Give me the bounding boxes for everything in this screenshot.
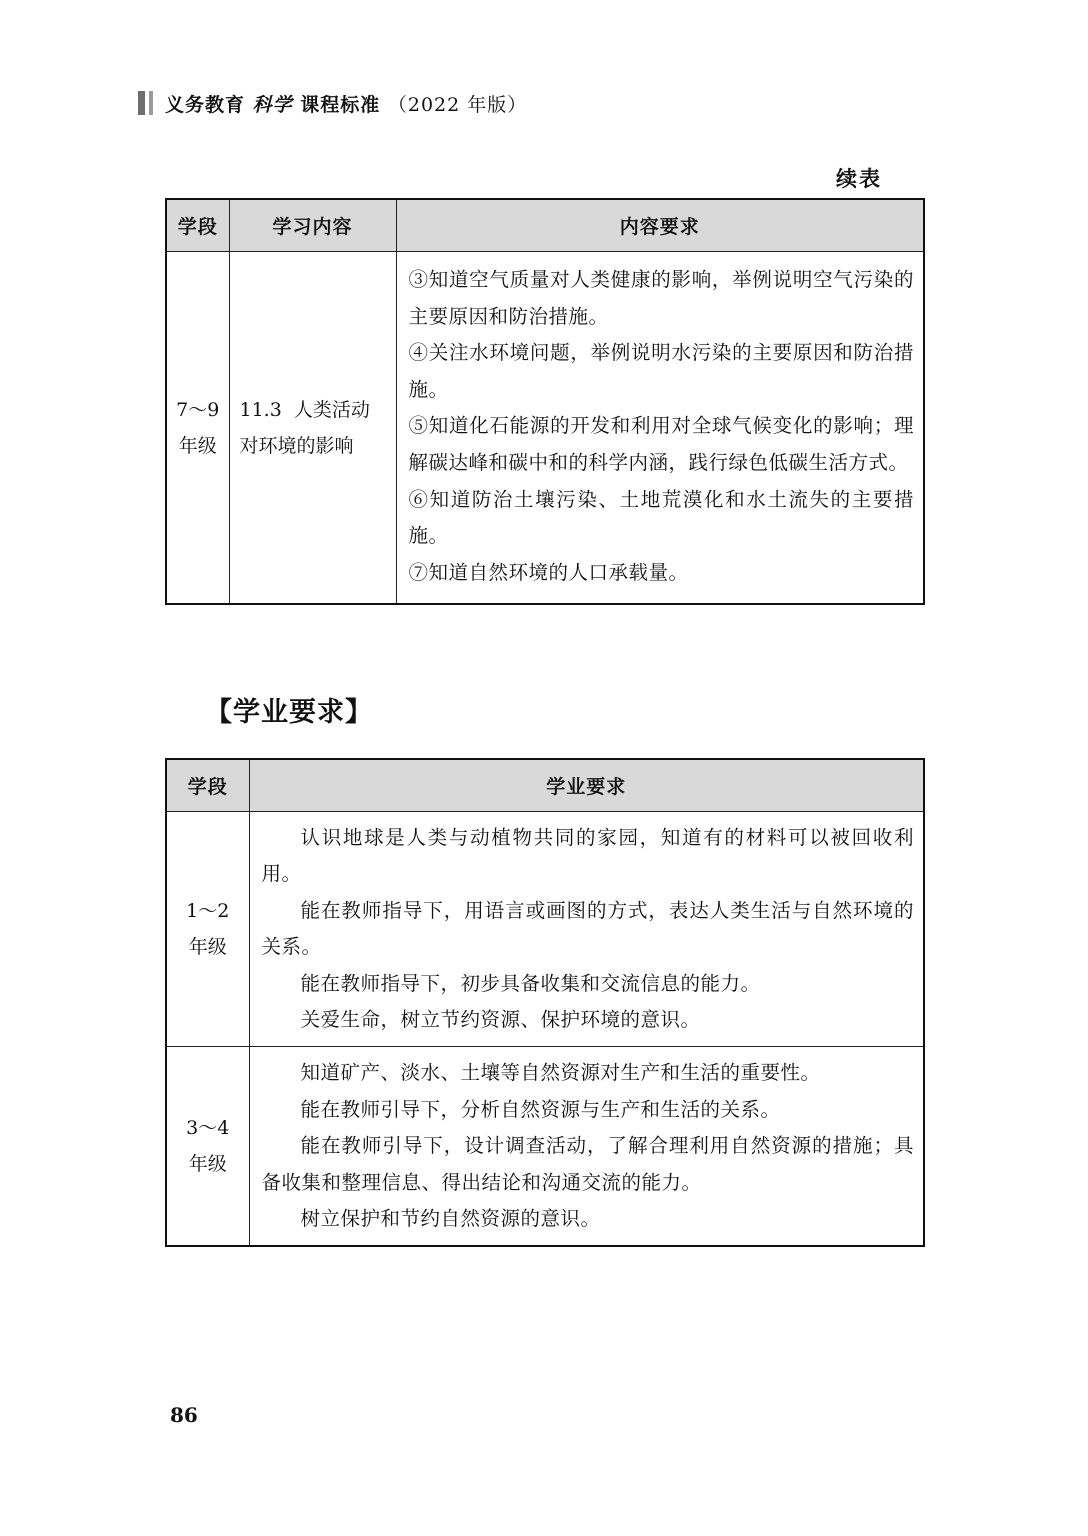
requirement-paragraph: 能在教师指导下，初步具备收集和交流信息的能力。 — [300, 971, 761, 995]
content-line-1: 11.3 人类活动 — [239, 398, 370, 421]
page-number: 86 — [170, 1403, 198, 1427]
stage-cell — [166, 812, 249, 1047]
requirement-paragraph: 能在教师引导下，分析自然资源与生产和生活的关系。 — [300, 1097, 781, 1121]
table-header-row — [166, 759, 924, 812]
requirements-cell — [396, 252, 924, 605]
requirement-item: ⑤知道化石能源的开发和利用对全球气候变化的影响；理解碳达峰和碳中和的科学内涵，践行绿色低碳生活方式。 — [408, 414, 914, 474]
header-stage: 学段 — [166, 759, 249, 812]
requirement-paragraph: 关爱生命，树立节约资源、保护环境的意识。 — [300, 1008, 701, 1032]
header-part-3: 课程标准 — [292, 93, 388, 116]
stage-line-2: 年级 — [188, 1153, 227, 1176]
header-part-1: 义务教育 — [165, 93, 253, 116]
requirement-item: ⑥知道防治土壤污染、土地荒漠化和水土流失的主要措施。 — [408, 487, 914, 548]
requirement-item: ⑦知道自然环境的人口承载量。 — [408, 560, 689, 584]
header-title — [165, 90, 527, 117]
requirement-item: ③知道空气质量对人类健康的影响，举例说明空气污染的主要原因和防治措施。 — [408, 268, 914, 328]
stage-line-1: 1～2 — [186, 900, 230, 923]
header-part-2: 科学 — [252, 93, 293, 116]
continuation-label: 续表 — [836, 167, 882, 191]
requirement-paragraph: 能在教师指导下，用语言或画图的方式，表达人类生活与自然环境的关系。 — [261, 898, 914, 959]
learning-content-cell — [229, 252, 396, 605]
table-row — [166, 812, 924, 1047]
requirements-cell — [249, 812, 924, 1047]
table-row — [166, 1047, 924, 1247]
requirement-paragraph: 树立保护和节约自然资源的意识。 — [300, 1207, 601, 1231]
table-row — [166, 252, 924, 605]
stage-cell — [166, 252, 229, 605]
content-line-2: 对环境的影响 — [239, 434, 354, 457]
stage-line-2: 年级 — [188, 936, 227, 959]
stage-line-1: 3～4 — [186, 1117, 230, 1140]
stage-line-1: 7～9 — [176, 398, 220, 421]
running-header — [138, 88, 527, 118]
requirement-paragraph: 认识地球是人类与动植物共同的家园，知道有的材料可以被回收利用。 — [261, 826, 914, 886]
section-title: 【学业要求】 — [205, 697, 373, 728]
stage-cell — [166, 1047, 249, 1247]
requirement-paragraph: 能在教师引导下，设计调查活动，了解合理利用自然资源的措施；具备收集和整理信息、得出结论和沟通交流的能力。 — [261, 1134, 914, 1194]
header-learning-content: 学习内容 — [229, 199, 396, 252]
requirement-paragraph: 知道矿产、淡水、土壤等自然资源对生产和生活的重要性。 — [300, 1061, 821, 1085]
header-bar-marks — [138, 91, 153, 115]
stage-line-2: 年级 — [178, 434, 217, 457]
requirement-item: ④关注水环境问题，举例说明水污染的主要原因和防治措施。 — [408, 341, 914, 401]
content-requirements-table — [165, 198, 925, 605]
requirements-cell — [249, 1047, 924, 1247]
header-part-4: （2022 年版） — [387, 93, 528, 116]
header-content-requirements: 内容要求 — [396, 199, 924, 252]
header-stage: 学段 — [166, 199, 229, 252]
header-academic-requirements: 学业要求 — [249, 759, 924, 812]
table-header-row — [166, 199, 924, 252]
academic-requirements-table — [165, 758, 925, 1247]
